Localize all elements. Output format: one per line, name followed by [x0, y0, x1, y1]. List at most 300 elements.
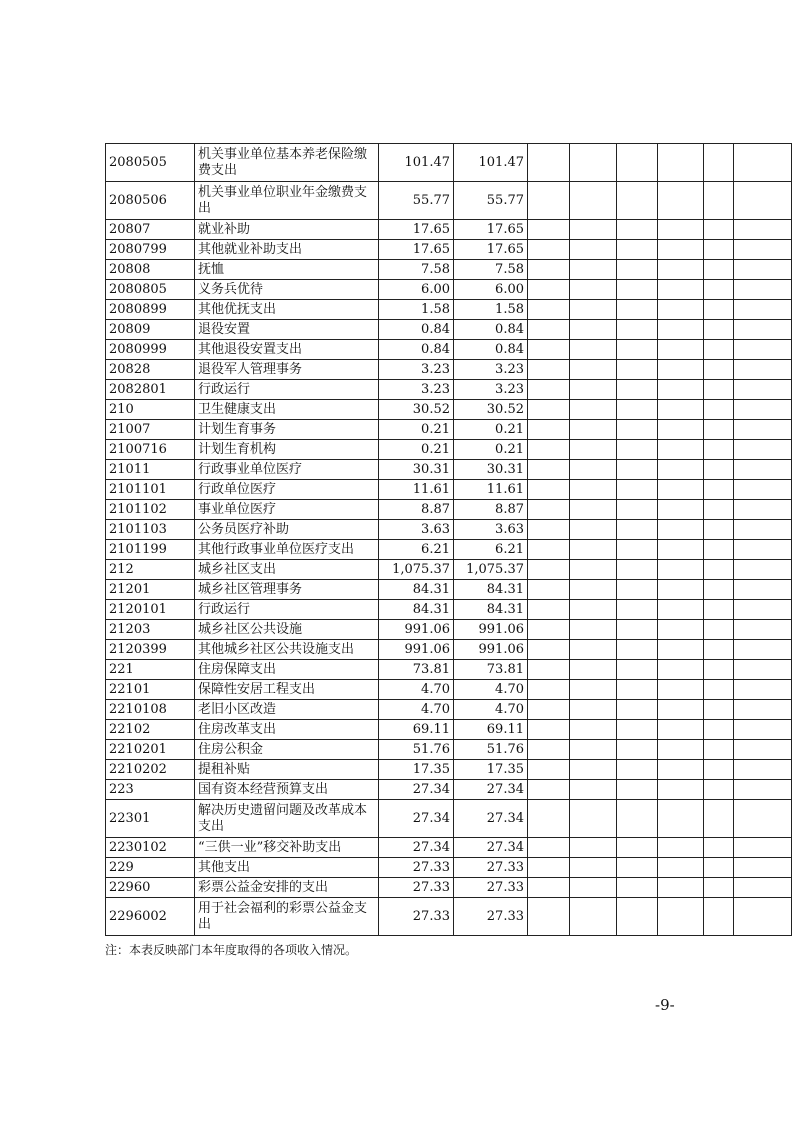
empty-cell — [617, 182, 658, 220]
empty-cell — [570, 144, 617, 182]
empty-cell — [570, 340, 617, 360]
empty-cell — [570, 760, 617, 780]
empty-cell — [658, 800, 704, 838]
empty-cell — [658, 460, 704, 480]
name-cell: 其他行政事业单位医疗支出 — [195, 540, 379, 560]
empty-cell — [658, 440, 704, 460]
empty-cell — [704, 740, 734, 760]
amount-total-cell: 991.06 — [379, 640, 454, 660]
name-cell: 住房改革支出 — [195, 720, 379, 740]
code-cell: 20808 — [106, 260, 195, 280]
table-row — [106, 340, 792, 360]
amount-total-cell: 3.23 — [379, 380, 454, 400]
name-cell: 行政事业单位医疗 — [195, 460, 379, 480]
amount-cell: 101.47 — [454, 144, 528, 182]
amount-total-cell: 27.34 — [379, 780, 454, 800]
empty-cell — [658, 640, 704, 660]
name-cell: 国有资本经营预算支出 — [195, 780, 379, 800]
empty-cell — [570, 320, 617, 340]
empty-cell — [528, 720, 570, 740]
name-cell: 其他退役安置支出 — [195, 340, 379, 360]
amount-total-cell: 17.65 — [379, 240, 454, 260]
amount-total-cell: 30.52 — [379, 400, 454, 420]
empty-cell — [658, 220, 704, 240]
amount-total-cell: 3.63 — [379, 520, 454, 540]
empty-cell — [570, 660, 617, 680]
empty-cell — [570, 580, 617, 600]
table-body — [106, 144, 792, 936]
empty-cell — [704, 560, 734, 580]
empty-cell — [704, 700, 734, 720]
amount-cell: 73.81 — [454, 660, 528, 680]
code-cell: 22102 — [106, 720, 195, 740]
code-cell: 2230102 — [106, 838, 195, 858]
empty-cell — [528, 182, 570, 220]
name-cell: “三供一业”移交补助支出 — [195, 838, 379, 858]
empty-cell — [570, 380, 617, 400]
empty-cell — [617, 220, 658, 240]
amount-total-cell: 69.11 — [379, 720, 454, 740]
empty-cell — [570, 780, 617, 800]
empty-cell — [570, 420, 617, 440]
name-cell: 其他城乡社区公共设施支出 — [195, 640, 379, 660]
table-row — [106, 800, 792, 838]
amount-cell: 4.70 — [454, 700, 528, 720]
table-row — [106, 280, 792, 300]
table-row — [106, 640, 792, 660]
empty-cell — [617, 838, 658, 858]
empty-cell — [528, 480, 570, 500]
amount-total-cell: 17.35 — [379, 760, 454, 780]
empty-cell — [734, 780, 792, 800]
amount-total-cell: 4.70 — [379, 680, 454, 700]
name-cell: 计划生育机构 — [195, 440, 379, 460]
empty-cell — [528, 760, 570, 780]
amount-cell: 27.34 — [454, 780, 528, 800]
code-cell: 2120101 — [106, 600, 195, 620]
empty-cell — [704, 760, 734, 780]
empty-cell — [528, 740, 570, 760]
amount-total-cell: 4.70 — [379, 700, 454, 720]
budget-income-table — [105, 143, 792, 936]
empty-cell — [734, 380, 792, 400]
empty-cell — [658, 858, 704, 878]
empty-cell — [570, 858, 617, 878]
code-cell: 22301 — [106, 800, 195, 838]
code-cell: 2100716 — [106, 440, 195, 460]
empty-cell — [704, 540, 734, 560]
empty-cell — [528, 440, 570, 460]
amount-cell: 0.84 — [454, 340, 528, 360]
table-row — [106, 740, 792, 760]
empty-cell — [704, 898, 734, 936]
name-cell: 行政单位医疗 — [195, 480, 379, 500]
empty-cell — [617, 144, 658, 182]
empty-cell — [528, 560, 570, 580]
empty-cell — [658, 780, 704, 800]
amount-cell: 6.21 — [454, 540, 528, 560]
amount-total-cell: 6.21 — [379, 540, 454, 560]
name-cell: 就业补助 — [195, 220, 379, 240]
empty-cell — [528, 898, 570, 936]
name-cell: 行政运行 — [195, 600, 379, 620]
empty-cell — [704, 520, 734, 540]
empty-cell — [704, 878, 734, 898]
code-cell: 2082801 — [106, 380, 195, 400]
name-cell: 公务员医疗补助 — [195, 520, 379, 540]
empty-cell — [734, 800, 792, 838]
empty-cell — [617, 540, 658, 560]
empty-cell — [528, 340, 570, 360]
empty-cell — [734, 838, 792, 858]
code-cell: 20809 — [106, 320, 195, 340]
amount-total-cell: 17.65 — [379, 220, 454, 240]
amount-total-cell: 84.31 — [379, 600, 454, 620]
amount-cell: 84.31 — [454, 580, 528, 600]
empty-cell — [617, 320, 658, 340]
empty-cell — [704, 400, 734, 420]
empty-cell — [617, 660, 658, 680]
empty-cell — [704, 640, 734, 660]
name-cell: 用于社会福利的彩票公益金支出 — [195, 898, 379, 936]
empty-cell — [570, 480, 617, 500]
empty-cell — [704, 440, 734, 460]
empty-cell — [570, 878, 617, 898]
empty-cell — [658, 320, 704, 340]
table-row — [106, 440, 792, 460]
empty-cell — [528, 640, 570, 660]
empty-cell — [734, 320, 792, 340]
empty-cell — [617, 898, 658, 936]
amount-total-cell: 30.31 — [379, 460, 454, 480]
empty-cell — [658, 838, 704, 858]
empty-cell — [617, 680, 658, 700]
empty-cell — [658, 580, 704, 600]
table-row — [106, 878, 792, 898]
empty-cell — [528, 360, 570, 380]
code-cell: 212 — [106, 560, 195, 580]
empty-cell — [617, 280, 658, 300]
empty-cell — [734, 898, 792, 936]
empty-cell — [704, 480, 734, 500]
name-cell: 义务兵优待 — [195, 280, 379, 300]
empty-cell — [658, 560, 704, 580]
amount-cell: 17.35 — [454, 760, 528, 780]
code-cell: 20807 — [106, 220, 195, 240]
empty-cell — [704, 420, 734, 440]
empty-cell — [704, 660, 734, 680]
empty-cell — [658, 380, 704, 400]
amount-cell: 7.58 — [454, 260, 528, 280]
empty-cell — [658, 878, 704, 898]
empty-cell — [734, 660, 792, 680]
empty-cell — [734, 144, 792, 182]
amount-total-cell: 991.06 — [379, 620, 454, 640]
empty-cell — [734, 740, 792, 760]
name-cell: 其他优抚支出 — [195, 300, 379, 320]
empty-cell — [570, 182, 617, 220]
empty-cell — [704, 300, 734, 320]
empty-cell — [528, 780, 570, 800]
empty-cell — [734, 300, 792, 320]
empty-cell — [617, 760, 658, 780]
amount-cell: 27.33 — [454, 898, 528, 936]
amount-total-cell: 27.34 — [379, 838, 454, 858]
empty-cell — [734, 600, 792, 620]
code-cell: 2080805 — [106, 280, 195, 300]
empty-cell — [704, 182, 734, 220]
code-cell: 2101103 — [106, 520, 195, 540]
empty-cell — [734, 360, 792, 380]
code-cell: 2080999 — [106, 340, 195, 360]
empty-cell — [658, 480, 704, 500]
empty-cell — [734, 640, 792, 660]
table-row — [106, 898, 792, 936]
amount-total-cell: 6.00 — [379, 280, 454, 300]
name-cell: 计划生育事务 — [195, 420, 379, 440]
amount-total-cell: 27.33 — [379, 898, 454, 936]
empty-cell — [617, 640, 658, 660]
table-row — [106, 580, 792, 600]
empty-cell — [704, 620, 734, 640]
empty-cell — [658, 620, 704, 640]
code-cell: 22101 — [106, 680, 195, 700]
empty-cell — [617, 360, 658, 380]
amount-cell: 3.63 — [454, 520, 528, 540]
table-note: 注：本表反映部门本年度取得的各项收入情况。 — [105, 943, 358, 957]
code-cell: 21011 — [106, 460, 195, 480]
name-cell: 城乡社区公共设施 — [195, 620, 379, 640]
empty-cell — [617, 780, 658, 800]
empty-cell — [658, 420, 704, 440]
empty-cell — [617, 460, 658, 480]
empty-cell — [570, 280, 617, 300]
name-cell: 事业单位医疗 — [195, 500, 379, 520]
name-cell: 保障性安居工程支出 — [195, 680, 379, 700]
code-cell: 20828 — [106, 360, 195, 380]
amount-total-cell: 27.33 — [379, 878, 454, 898]
empty-cell — [704, 780, 734, 800]
amount-total-cell: 84.31 — [379, 580, 454, 600]
empty-cell — [617, 560, 658, 580]
code-cell: 2120399 — [106, 640, 195, 660]
empty-cell — [658, 700, 704, 720]
code-cell: 21203 — [106, 620, 195, 640]
empty-cell — [617, 500, 658, 520]
code-cell: 229 — [106, 858, 195, 878]
empty-cell — [570, 620, 617, 640]
amount-cell: 3.23 — [454, 360, 528, 380]
amount-cell: 27.33 — [454, 878, 528, 898]
empty-cell — [734, 340, 792, 360]
amount-total-cell: 55.77 — [379, 182, 454, 220]
empty-cell — [704, 240, 734, 260]
amount-cell: 27.34 — [454, 800, 528, 838]
code-cell: 2080799 — [106, 240, 195, 260]
empty-cell — [734, 620, 792, 640]
empty-cell — [658, 280, 704, 300]
name-cell: 城乡社区管理事务 — [195, 580, 379, 600]
amount-cell: 30.31 — [454, 460, 528, 480]
name-cell: 行政运行 — [195, 380, 379, 400]
empty-cell — [704, 600, 734, 620]
name-cell: 彩票公益金安排的支出 — [195, 878, 379, 898]
empty-cell — [528, 460, 570, 480]
code-cell: 2101101 — [106, 480, 195, 500]
empty-cell — [658, 540, 704, 560]
table-row — [106, 720, 792, 740]
empty-cell — [734, 480, 792, 500]
table-row — [106, 520, 792, 540]
empty-cell — [734, 878, 792, 898]
empty-cell — [617, 400, 658, 420]
amount-cell: 84.31 — [454, 600, 528, 620]
code-cell: 22960 — [106, 878, 195, 898]
table-row — [106, 240, 792, 260]
empty-cell — [570, 440, 617, 460]
empty-cell — [704, 720, 734, 740]
amount-cell: 8.87 — [454, 500, 528, 520]
code-cell: 2101199 — [106, 540, 195, 560]
empty-cell — [617, 520, 658, 540]
empty-cell — [734, 760, 792, 780]
empty-cell — [704, 360, 734, 380]
amount-total-cell: 1.58 — [379, 300, 454, 320]
name-cell: 老旧小区改造 — [195, 700, 379, 720]
empty-cell — [704, 260, 734, 280]
code-cell: 2101102 — [106, 500, 195, 520]
empty-cell — [734, 680, 792, 700]
empty-cell — [734, 520, 792, 540]
empty-cell — [658, 660, 704, 680]
empty-cell — [658, 740, 704, 760]
empty-cell — [528, 858, 570, 878]
code-cell: 21007 — [106, 420, 195, 440]
table-row — [106, 144, 792, 182]
empty-cell — [570, 400, 617, 420]
empty-cell — [528, 420, 570, 440]
amount-total-cell: 0.84 — [379, 320, 454, 340]
empty-cell — [528, 660, 570, 680]
empty-cell — [570, 240, 617, 260]
name-cell: 城乡社区支出 — [195, 560, 379, 580]
empty-cell — [570, 560, 617, 580]
page-number: -9- — [655, 996, 675, 1014]
name-cell: 其他就业补助支出 — [195, 240, 379, 260]
empty-cell — [617, 480, 658, 500]
code-cell: 2080899 — [106, 300, 195, 320]
empty-cell — [734, 700, 792, 720]
name-cell: 退役军人管理事务 — [195, 360, 379, 380]
table-row — [106, 838, 792, 858]
amount-cell: 27.33 — [454, 858, 528, 878]
name-cell: 机关事业单位职业年金缴费支出 — [195, 182, 379, 220]
empty-cell — [734, 280, 792, 300]
empty-cell — [617, 380, 658, 400]
empty-cell — [658, 340, 704, 360]
empty-cell — [734, 858, 792, 878]
empty-cell — [658, 360, 704, 380]
table-row — [106, 480, 792, 500]
amount-cell: 991.06 — [454, 620, 528, 640]
empty-cell — [704, 500, 734, 520]
amount-cell: 0.84 — [454, 320, 528, 340]
amount-total-cell: 11.61 — [379, 480, 454, 500]
empty-cell — [734, 240, 792, 260]
code-cell: 2210201 — [106, 740, 195, 760]
code-cell: 2080505 — [106, 144, 195, 182]
empty-cell — [570, 838, 617, 858]
empty-cell — [617, 720, 658, 740]
empty-cell — [734, 540, 792, 560]
amount-total-cell: 0.84 — [379, 340, 454, 360]
empty-cell — [528, 700, 570, 720]
empty-cell — [658, 760, 704, 780]
empty-cell — [658, 898, 704, 936]
code-cell: 2080506 — [106, 182, 195, 220]
table-row — [106, 460, 792, 480]
amount-total-cell: 1,075.37 — [379, 560, 454, 580]
empty-cell — [528, 400, 570, 420]
amount-cell: 0.21 — [454, 440, 528, 460]
empty-cell — [704, 280, 734, 300]
amount-cell: 17.65 — [454, 240, 528, 260]
table-row — [106, 560, 792, 580]
empty-cell — [528, 144, 570, 182]
table-row — [106, 182, 792, 220]
amount-total-cell: 0.21 — [379, 420, 454, 440]
amount-total-cell: 3.23 — [379, 360, 454, 380]
name-cell: 住房保障支出 — [195, 660, 379, 680]
amount-cell: 991.06 — [454, 640, 528, 660]
empty-cell — [704, 580, 734, 600]
empty-cell — [658, 300, 704, 320]
empty-cell — [528, 320, 570, 340]
empty-cell — [570, 460, 617, 480]
name-cell: 解决历史遗留问题及改革成本支出 — [195, 800, 379, 838]
empty-cell — [528, 540, 570, 560]
amount-total-cell: 0.21 — [379, 440, 454, 460]
code-cell: 221 — [106, 660, 195, 680]
amount-cell: 1.58 — [454, 300, 528, 320]
table-row — [106, 500, 792, 520]
empty-cell — [570, 300, 617, 320]
empty-cell — [570, 540, 617, 560]
amount-cell: 3.23 — [454, 380, 528, 400]
empty-cell — [734, 440, 792, 460]
empty-cell — [528, 680, 570, 700]
empty-cell — [617, 620, 658, 640]
name-cell: 其他支出 — [195, 858, 379, 878]
table-row — [106, 420, 792, 440]
empty-cell — [570, 260, 617, 280]
empty-cell — [528, 220, 570, 240]
table-row — [106, 320, 792, 340]
empty-cell — [704, 220, 734, 240]
empty-cell — [570, 640, 617, 660]
empty-cell — [528, 380, 570, 400]
empty-cell — [704, 680, 734, 700]
empty-cell — [658, 500, 704, 520]
empty-cell — [570, 898, 617, 936]
empty-cell — [734, 580, 792, 600]
empty-cell — [704, 320, 734, 340]
amount-cell: 6.00 — [454, 280, 528, 300]
amount-total-cell: 27.33 — [379, 858, 454, 878]
empty-cell — [704, 380, 734, 400]
empty-cell — [658, 680, 704, 700]
amount-cell: 17.65 — [454, 220, 528, 240]
